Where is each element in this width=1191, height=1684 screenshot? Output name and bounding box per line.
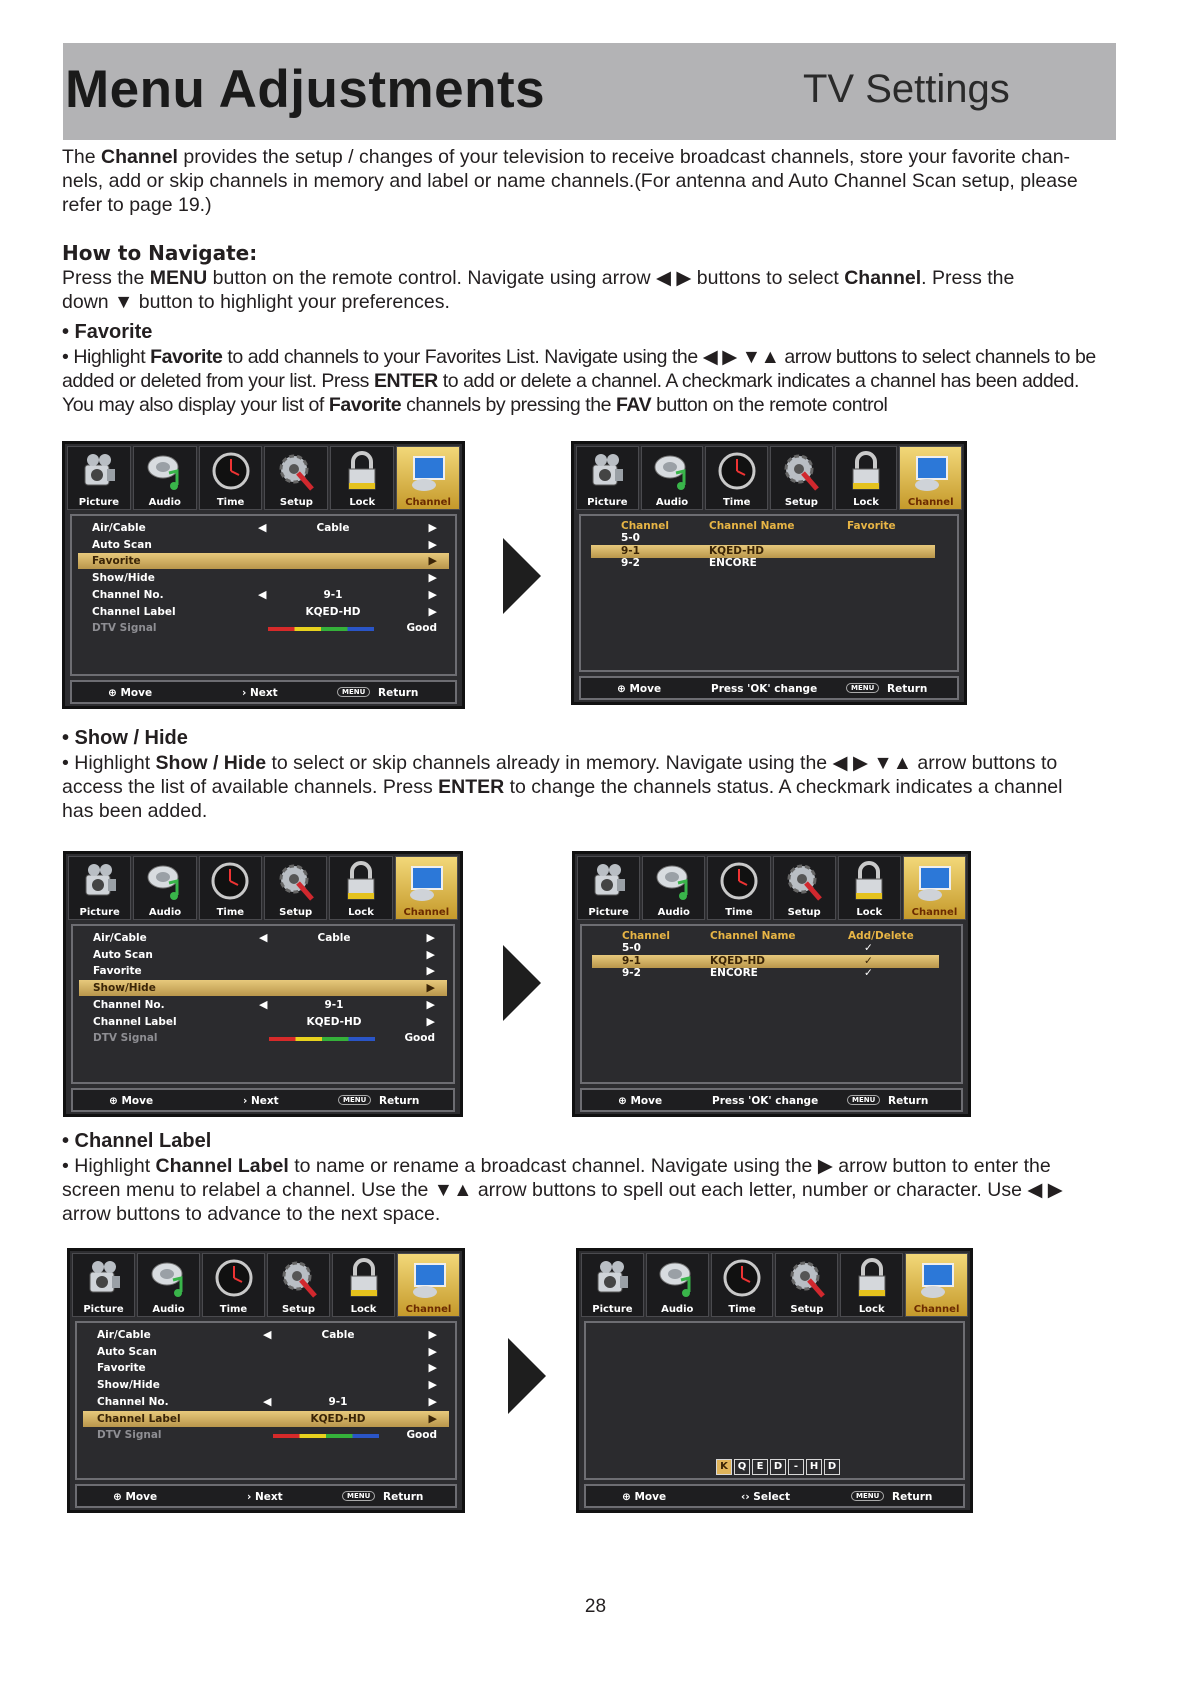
tab-audio[interactable] — [137, 1253, 200, 1317]
menu-tab-bar — [581, 1253, 968, 1317]
menu-row-label: Channel No. — [92, 588, 164, 601]
col-channel: Channel — [621, 520, 669, 532]
chlabel-line-3: arrow buttons to advance to the next space. — [62, 1203, 441, 1225]
label-char-box[interactable]: Q — [734, 1459, 750, 1475]
setup-icon — [784, 861, 824, 905]
setup-icon — [787, 1258, 827, 1302]
picture-icon — [592, 1258, 632, 1302]
tab-label: Setup — [787, 907, 821, 918]
setup-icon — [276, 451, 316, 495]
checkmark-icon: ✓ — [864, 954, 873, 967]
signal-strength-bar — [268, 627, 374, 631]
arrow-right-icon — [508, 1338, 546, 1414]
menu-row-label: DTV Signal — [92, 622, 157, 635]
menu-row[interactable] — [83, 1344, 449, 1360]
tab-label: Audio — [661, 1304, 694, 1315]
menu-row[interactable] — [78, 553, 449, 569]
channel-menu-panel — [70, 514, 457, 676]
tab-label: Channel — [405, 497, 451, 508]
tab-label: Time — [725, 907, 753, 918]
footer-return: Return — [378, 687, 419, 699]
channel-number: 5-0 — [622, 942, 641, 954]
footer-return: Return — [888, 1095, 929, 1107]
time-icon — [722, 1258, 762, 1302]
right-arrow-icon: ▶ — [426, 947, 435, 961]
menu-row-value: KQED-HD — [310, 1412, 366, 1425]
menu-footer — [584, 1484, 965, 1508]
menu-row[interactable] — [83, 1377, 449, 1393]
menu-row-label: Channel Label — [93, 1015, 177, 1028]
channel-number: 5-0 — [621, 532, 640, 544]
footer-move: ⊕ Move — [622, 1491, 667, 1503]
menu-row[interactable] — [79, 1014, 447, 1030]
left-arrow-icon: ◀ — [263, 1394, 272, 1408]
menu-row[interactable] — [78, 587, 449, 603]
tab-time[interactable] — [199, 856, 262, 920]
left-arrow-icon: ◀ — [259, 997, 268, 1011]
tab-channel[interactable] — [397, 1253, 460, 1317]
menu-row-label: Channel Label — [97, 1412, 181, 1425]
col-favorite: Favorite — [847, 520, 896, 532]
tab-time[interactable] — [199, 446, 263, 510]
tab-setup[interactable] — [775, 1253, 838, 1317]
footer-next: › Next — [247, 1491, 283, 1503]
menu-key-icon: MENU — [338, 1095, 371, 1105]
navigate-line-2: down ▼ button to highlight your preferences. — [62, 291, 450, 313]
footer-return: Return — [379, 1095, 420, 1107]
header-banner — [63, 43, 1116, 140]
audio-icon — [657, 1258, 697, 1302]
chlabel-line-1: • Highlight Channel Label to name or rename a broadcast channel. Navigate using the ▶ arrow button to enter the — [62, 1155, 1051, 1177]
tab-label: Audio — [152, 1304, 185, 1315]
time-icon — [717, 451, 757, 495]
channel-list-row[interactable] — [592, 955, 939, 968]
footer-ok: Press 'OK' change — [712, 1095, 819, 1107]
intro-line-1: The Channel provides the setup / changes of your television to receive broadcast channels, store your favorite chan- — [62, 146, 1071, 168]
setup-icon — [276, 861, 316, 905]
tab-lock[interactable] — [332, 1253, 395, 1317]
footer-move: ⊕ Move — [109, 1095, 154, 1107]
right-arrow-icon: ▶ — [428, 1328, 437, 1341]
navigate-heading: How to Navigate: — [62, 241, 258, 265]
section-title: TV Settings — [803, 67, 1010, 111]
tab-label: Lock — [853, 497, 879, 508]
tab-label: Audio — [657, 907, 690, 918]
tab-label: Lock — [856, 907, 883, 918]
tab-lock[interactable] — [329, 856, 392, 920]
menu-footer — [580, 1088, 963, 1112]
picture-icon — [79, 451, 119, 495]
intro-line-2: nels, add or skip channels in memory and label or name channels.(For antenna and Auto Channel Scan setup, please — [62, 170, 1078, 192]
footer-move: ⊕ Move — [108, 687, 153, 699]
tab-lock[interactable] — [840, 1253, 903, 1317]
menu-footer — [71, 1088, 455, 1112]
tab-label: Time — [216, 907, 245, 918]
lock-icon — [344, 1258, 384, 1302]
channel-menu-panel — [71, 924, 455, 1084]
page-title: Menu Adjustments — [65, 60, 546, 119]
tab-label: Picture — [79, 907, 120, 918]
menu-row-value: Cable — [316, 522, 350, 534]
chlabel-heading: • Channel Label — [62, 1130, 212, 1152]
menu-row-value: KQED-HD — [305, 605, 361, 618]
menu-row-label: Favorite — [93, 965, 142, 978]
tab-label: Audio — [655, 497, 689, 508]
channel-number: 9-2 — [621, 557, 640, 569]
menu-row-label: Air/Cable — [93, 932, 147, 944]
menu-row[interactable] — [79, 963, 447, 979]
intro-line-3: refer to page 19.) — [62, 194, 212, 216]
right-arrow-icon: ▶ — [428, 1361, 437, 1375]
label-char-box[interactable]: D — [770, 1459, 786, 1475]
channel-number: 9-2 — [622, 967, 641, 979]
channel-number: 9-1 — [622, 954, 641, 967]
tv-menu-chlabel — [67, 1248, 465, 1513]
tab-audio[interactable] — [646, 1253, 709, 1317]
tv-list-showhide — [572, 851, 971, 1117]
menu-row[interactable] — [79, 1030, 447, 1046]
tab-picture[interactable] — [581, 1253, 644, 1317]
footer-select: ‹› Select — [741, 1491, 790, 1503]
col-channel-name: Channel Name — [709, 520, 795, 532]
menu-row-label: Air/Cable — [92, 522, 146, 534]
right-arrow-icon: ▶ — [428, 1394, 437, 1408]
menu-tab-bar — [68, 856, 458, 920]
arrow-right-icon — [503, 945, 541, 1021]
tab-channel[interactable] — [905, 1253, 968, 1317]
menu-row-label: Auto Scan — [97, 1345, 157, 1358]
tv-list-favorite — [571, 441, 967, 705]
menu-row-value: Cable — [317, 932, 351, 944]
right-arrow-icon: ▶ — [428, 521, 437, 534]
menu-footer — [75, 1484, 457, 1508]
col-channel-name: Channel Name — [710, 930, 796, 942]
picture-icon — [80, 861, 120, 905]
time-icon — [210, 861, 250, 905]
tab-label: Audio — [148, 497, 181, 508]
tab-channel[interactable] — [903, 856, 966, 920]
arrow-right-icon — [503, 538, 541, 614]
showhide-line-3: has been added. — [62, 800, 208, 822]
tab-audio[interactable] — [133, 446, 197, 510]
tab-label: Picture — [587, 497, 628, 508]
footer-return: Return — [887, 683, 928, 695]
menu-tab-bar — [577, 856, 966, 920]
label-char-box[interactable]: D — [824, 1459, 840, 1475]
channel-list-row[interactable] — [591, 545, 935, 558]
showhide-line-2: access the list of available channels. Press ENTER to change the channels status. A checkmark indicates a channel — [62, 776, 1063, 798]
right-arrow-icon: ▶ — [428, 571, 437, 585]
right-arrow-icon: ▶ — [428, 587, 437, 601]
signal-strength-bar — [273, 1434, 379, 1438]
checkmark-icon: ✓ — [864, 967, 873, 979]
menu-row[interactable] — [78, 570, 449, 586]
favorite-line-3: You may also display your list of Favorite channels by pressing the FAV button on the remote control — [62, 394, 888, 416]
picture-icon — [84, 1258, 124, 1302]
tab-picture[interactable] — [67, 446, 131, 510]
menu-row-label: Auto Scan — [92, 538, 152, 551]
tab-label: Setup — [784, 497, 818, 508]
right-arrow-icon: ▶ — [428, 1344, 437, 1358]
menu-row[interactable] — [83, 1411, 449, 1427]
picture-icon — [587, 451, 627, 495]
tab-label: Time — [219, 1304, 248, 1315]
left-arrow-icon: ◀ — [259, 931, 268, 944]
tab-label: Channel — [403, 907, 450, 918]
footer-return: Return — [383, 1491, 424, 1503]
menu-row-value: KQED-HD — [306, 1015, 362, 1028]
channel-list-row[interactable] — [591, 532, 935, 545]
menu-row[interactable] — [83, 1360, 449, 1376]
right-arrow-icon: ▶ — [428, 537, 437, 551]
page-number: 28 — [584, 1596, 607, 1617]
tab-setup[interactable] — [773, 856, 836, 920]
menu-row[interactable] — [79, 997, 447, 1013]
tab-picture[interactable] — [68, 856, 131, 920]
menu-row-value: 9-1 — [328, 1395, 348, 1408]
signal-strength-bar — [269, 1037, 375, 1041]
channel-name: KQED-HD — [710, 954, 766, 967]
channel-name: KQED-HD — [709, 544, 765, 557]
tab-label: Setup — [279, 907, 313, 918]
menu-row-label: Auto Scan — [93, 948, 153, 961]
tab-label: Channel — [405, 1304, 452, 1315]
channel-icon — [914, 861, 954, 905]
footer-next: › Next — [243, 1095, 279, 1107]
menu-key-icon: MENU — [342, 1491, 375, 1501]
tab-time[interactable] — [707, 856, 770, 920]
label-char-box[interactable]: E — [752, 1459, 768, 1475]
tab-label: Time — [216, 497, 245, 508]
menu-row-label: Favorite — [92, 555, 141, 568]
right-arrow-icon: ▶ — [428, 554, 437, 568]
label-char-box[interactable]: K — [716, 1459, 732, 1475]
tab-label: Time — [722, 497, 751, 508]
menu-row[interactable] — [83, 1327, 449, 1343]
showhide-heading: • Show / Hide — [62, 727, 188, 749]
tab-label: Audio — [148, 907, 182, 918]
tab-picture[interactable] — [576, 446, 639, 510]
channel-list-row[interactable] — [591, 557, 935, 570]
channel-icon — [911, 451, 951, 495]
footer-ok: Press 'OK' change — [711, 683, 818, 695]
label-char-box[interactable]: - — [788, 1459, 804, 1475]
tab-audio[interactable] — [133, 856, 196, 920]
menu-row[interactable] — [79, 930, 447, 946]
channel-list-panel — [579, 514, 959, 672]
channel-name: ENCORE — [709, 557, 757, 569]
time-icon — [211, 451, 251, 495]
channel-icon — [917, 1258, 957, 1302]
right-arrow-icon: ▶ — [426, 931, 435, 944]
menu-tab-bar — [72, 1253, 460, 1317]
right-arrow-icon: ▶ — [428, 1411, 437, 1425]
menu-row-label: DTV Signal — [97, 1429, 162, 1442]
channel-icon — [408, 451, 448, 495]
menu-tab-bar — [576, 446, 962, 510]
tab-channel[interactable] — [899, 446, 962, 510]
signal-quality: Good — [404, 1032, 435, 1045]
menu-row[interactable] — [78, 520, 449, 536]
tab-label: Channel — [913, 1304, 960, 1315]
right-arrow-icon: ▶ — [426, 1014, 435, 1028]
menu-row[interactable] — [78, 537, 449, 553]
tab-lock[interactable] — [838, 856, 901, 920]
menu-row-value: Cable — [321, 1329, 355, 1341]
time-icon — [214, 1258, 254, 1302]
audio-icon — [145, 451, 185, 495]
channel-menu-panel — [75, 1321, 457, 1480]
tab-setup[interactable] — [264, 856, 327, 920]
footer-move: ⊕ Move — [617, 683, 662, 695]
menu-key-icon: MENU — [851, 1491, 884, 1501]
menu-row-label: Show/Hide — [92, 572, 155, 585]
tab-time[interactable] — [202, 1253, 265, 1317]
lock-icon — [846, 451, 886, 495]
right-arrow-icon: ▶ — [426, 981, 435, 995]
tab-label: Lock — [349, 497, 376, 508]
navigate-line-1: Press the MENU button on the remote control. Navigate using arrow ◀ ▶ buttons to select Channel. Press the — [62, 267, 1015, 289]
col-channel: Channel — [622, 930, 670, 942]
menu-row-label: Channel Label — [92, 605, 176, 618]
setup-icon — [781, 451, 821, 495]
footer-move: ⊕ Move — [618, 1095, 663, 1107]
channel-list-row[interactable] — [592, 967, 939, 980]
tab-label: Picture — [78, 497, 120, 508]
lock-icon — [342, 451, 382, 495]
col-add-delete: Add/Delete — [848, 930, 914, 942]
tab-label: Time — [728, 1304, 756, 1315]
tab-label: Lock — [858, 1304, 885, 1315]
right-arrow-icon: ▶ — [426, 964, 435, 978]
tab-label: Lock — [350, 1304, 377, 1315]
right-arrow-icon: ▶ — [428, 604, 437, 618]
tab-label: Lock — [348, 907, 374, 918]
channel-icon — [406, 861, 446, 905]
tab-time[interactable] — [705, 446, 768, 510]
tab-label: Channel — [907, 497, 954, 508]
menu-row-label: Show/Hide — [93, 982, 156, 995]
time-icon — [719, 861, 759, 905]
menu-row[interactable] — [79, 947, 447, 963]
tab-picture[interactable] — [577, 856, 640, 920]
channel-number: 9-1 — [621, 544, 640, 557]
tab-setup[interactable] — [267, 1253, 330, 1317]
menu-row-label: Favorite — [97, 1362, 146, 1375]
menu-row-label: Channel No. — [93, 998, 165, 1011]
tab-channel[interactable] — [396, 446, 460, 510]
menu-key-icon: MENU — [847, 1095, 880, 1105]
left-arrow-icon: ◀ — [263, 1328, 272, 1341]
left-arrow-icon: ◀ — [258, 521, 267, 534]
tab-audio[interactable] — [642, 856, 705, 920]
menu-key-icon: MENU — [846, 683, 879, 693]
right-arrow-icon: ▶ — [426, 997, 435, 1011]
setup-icon — [279, 1258, 319, 1302]
tab-lock[interactable] — [330, 446, 394, 510]
label-edit-panel — [584, 1321, 965, 1480]
footer-next: › Next — [242, 687, 278, 699]
tab-lock[interactable] — [835, 446, 898, 510]
menu-row-label: Show/Hide — [97, 1379, 160, 1392]
favorite-line-1: • Highlight Favorite to add channels to your Favorites List. Navigate using the ◀ ▶ ▼▲ arrow buttons to select channels to be — [62, 346, 1096, 368]
tab-label: Picture — [83, 1304, 124, 1315]
menu-row-label: DTV Signal — [93, 1032, 158, 1045]
tab-label: Channel — [911, 907, 958, 918]
tab-setup[interactable] — [770, 446, 833, 510]
menu-row-label: Channel No. — [97, 1395, 169, 1408]
favorite-heading: • Favorite — [62, 321, 153, 343]
showhide-line-1: • Highlight Show / Hide to select or skip channels already in memory. Navigate using the ◀ ▶ ▼▲ arrow buttons to — [62, 752, 1058, 774]
menu-key-icon: MENU — [337, 687, 370, 697]
channel-icon — [409, 1258, 449, 1302]
menu-row[interactable] — [78, 604, 449, 620]
channel-list-panel — [580, 924, 963, 1084]
left-arrow-icon: ◀ — [258, 587, 267, 601]
menu-row[interactable] — [83, 1427, 449, 1443]
tab-picture[interactable] — [72, 1253, 135, 1317]
tab-label: Picture — [588, 907, 629, 918]
tab-label: Setup — [790, 1304, 824, 1315]
right-arrow-icon: ▶ — [428, 1378, 437, 1392]
favorite-line-2: added or deleted from your list. Press ENTER to add or delete a channel. A checkmark indicates a channel has been added. — [62, 370, 1079, 392]
menu-row-label: Air/Cable — [97, 1329, 151, 1341]
tab-channel[interactable] — [395, 856, 458, 920]
label-char-box[interactable]: H — [806, 1459, 822, 1475]
checkmark-icon: ✓ — [864, 942, 873, 954]
tab-audio[interactable] — [641, 446, 704, 510]
lock-icon — [849, 861, 889, 905]
menu-row-value: 9-1 — [324, 998, 344, 1011]
footer-return: Return — [892, 1491, 933, 1503]
signal-quality: Good — [406, 1429, 437, 1442]
label-character-boxes — [716, 1459, 840, 1475]
lock-icon — [852, 1258, 892, 1302]
tv-menu-favorite — [62, 441, 465, 709]
audio-icon — [654, 861, 694, 905]
menu-row[interactable] — [83, 1394, 449, 1410]
footer-move: ⊕ Move — [113, 1491, 158, 1503]
menu-tab-bar — [67, 446, 460, 510]
menu-row-value: 9-1 — [323, 588, 343, 601]
audio-icon — [652, 451, 692, 495]
tv-menu-showhide — [63, 851, 463, 1117]
picture-icon — [589, 861, 629, 905]
tv-label-edit — [576, 1248, 973, 1513]
lock-icon — [341, 861, 381, 905]
menu-row[interactable] — [78, 620, 449, 636]
tab-setup[interactable] — [264, 446, 328, 510]
chlabel-line-2: screen menu to relabel a channel. Use the ▼▲ arrow buttons to spell out each letter, number or character. Use ◀ ▶ — [62, 1179, 1063, 1201]
menu-footer — [70, 680, 457, 704]
menu-row[interactable] — [79, 980, 447, 996]
tab-time[interactable] — [711, 1253, 774, 1317]
tab-label: Setup — [279, 497, 313, 508]
channel-list-row[interactable] — [592, 942, 939, 955]
menu-footer — [579, 676, 959, 700]
signal-quality: Good — [406, 622, 437, 635]
audio-icon — [149, 1258, 189, 1302]
tab-label: Picture — [592, 1304, 633, 1315]
channel-name: ENCORE — [710, 967, 758, 979]
tab-label: Setup — [281, 1304, 316, 1315]
audio-icon — [145, 861, 185, 905]
